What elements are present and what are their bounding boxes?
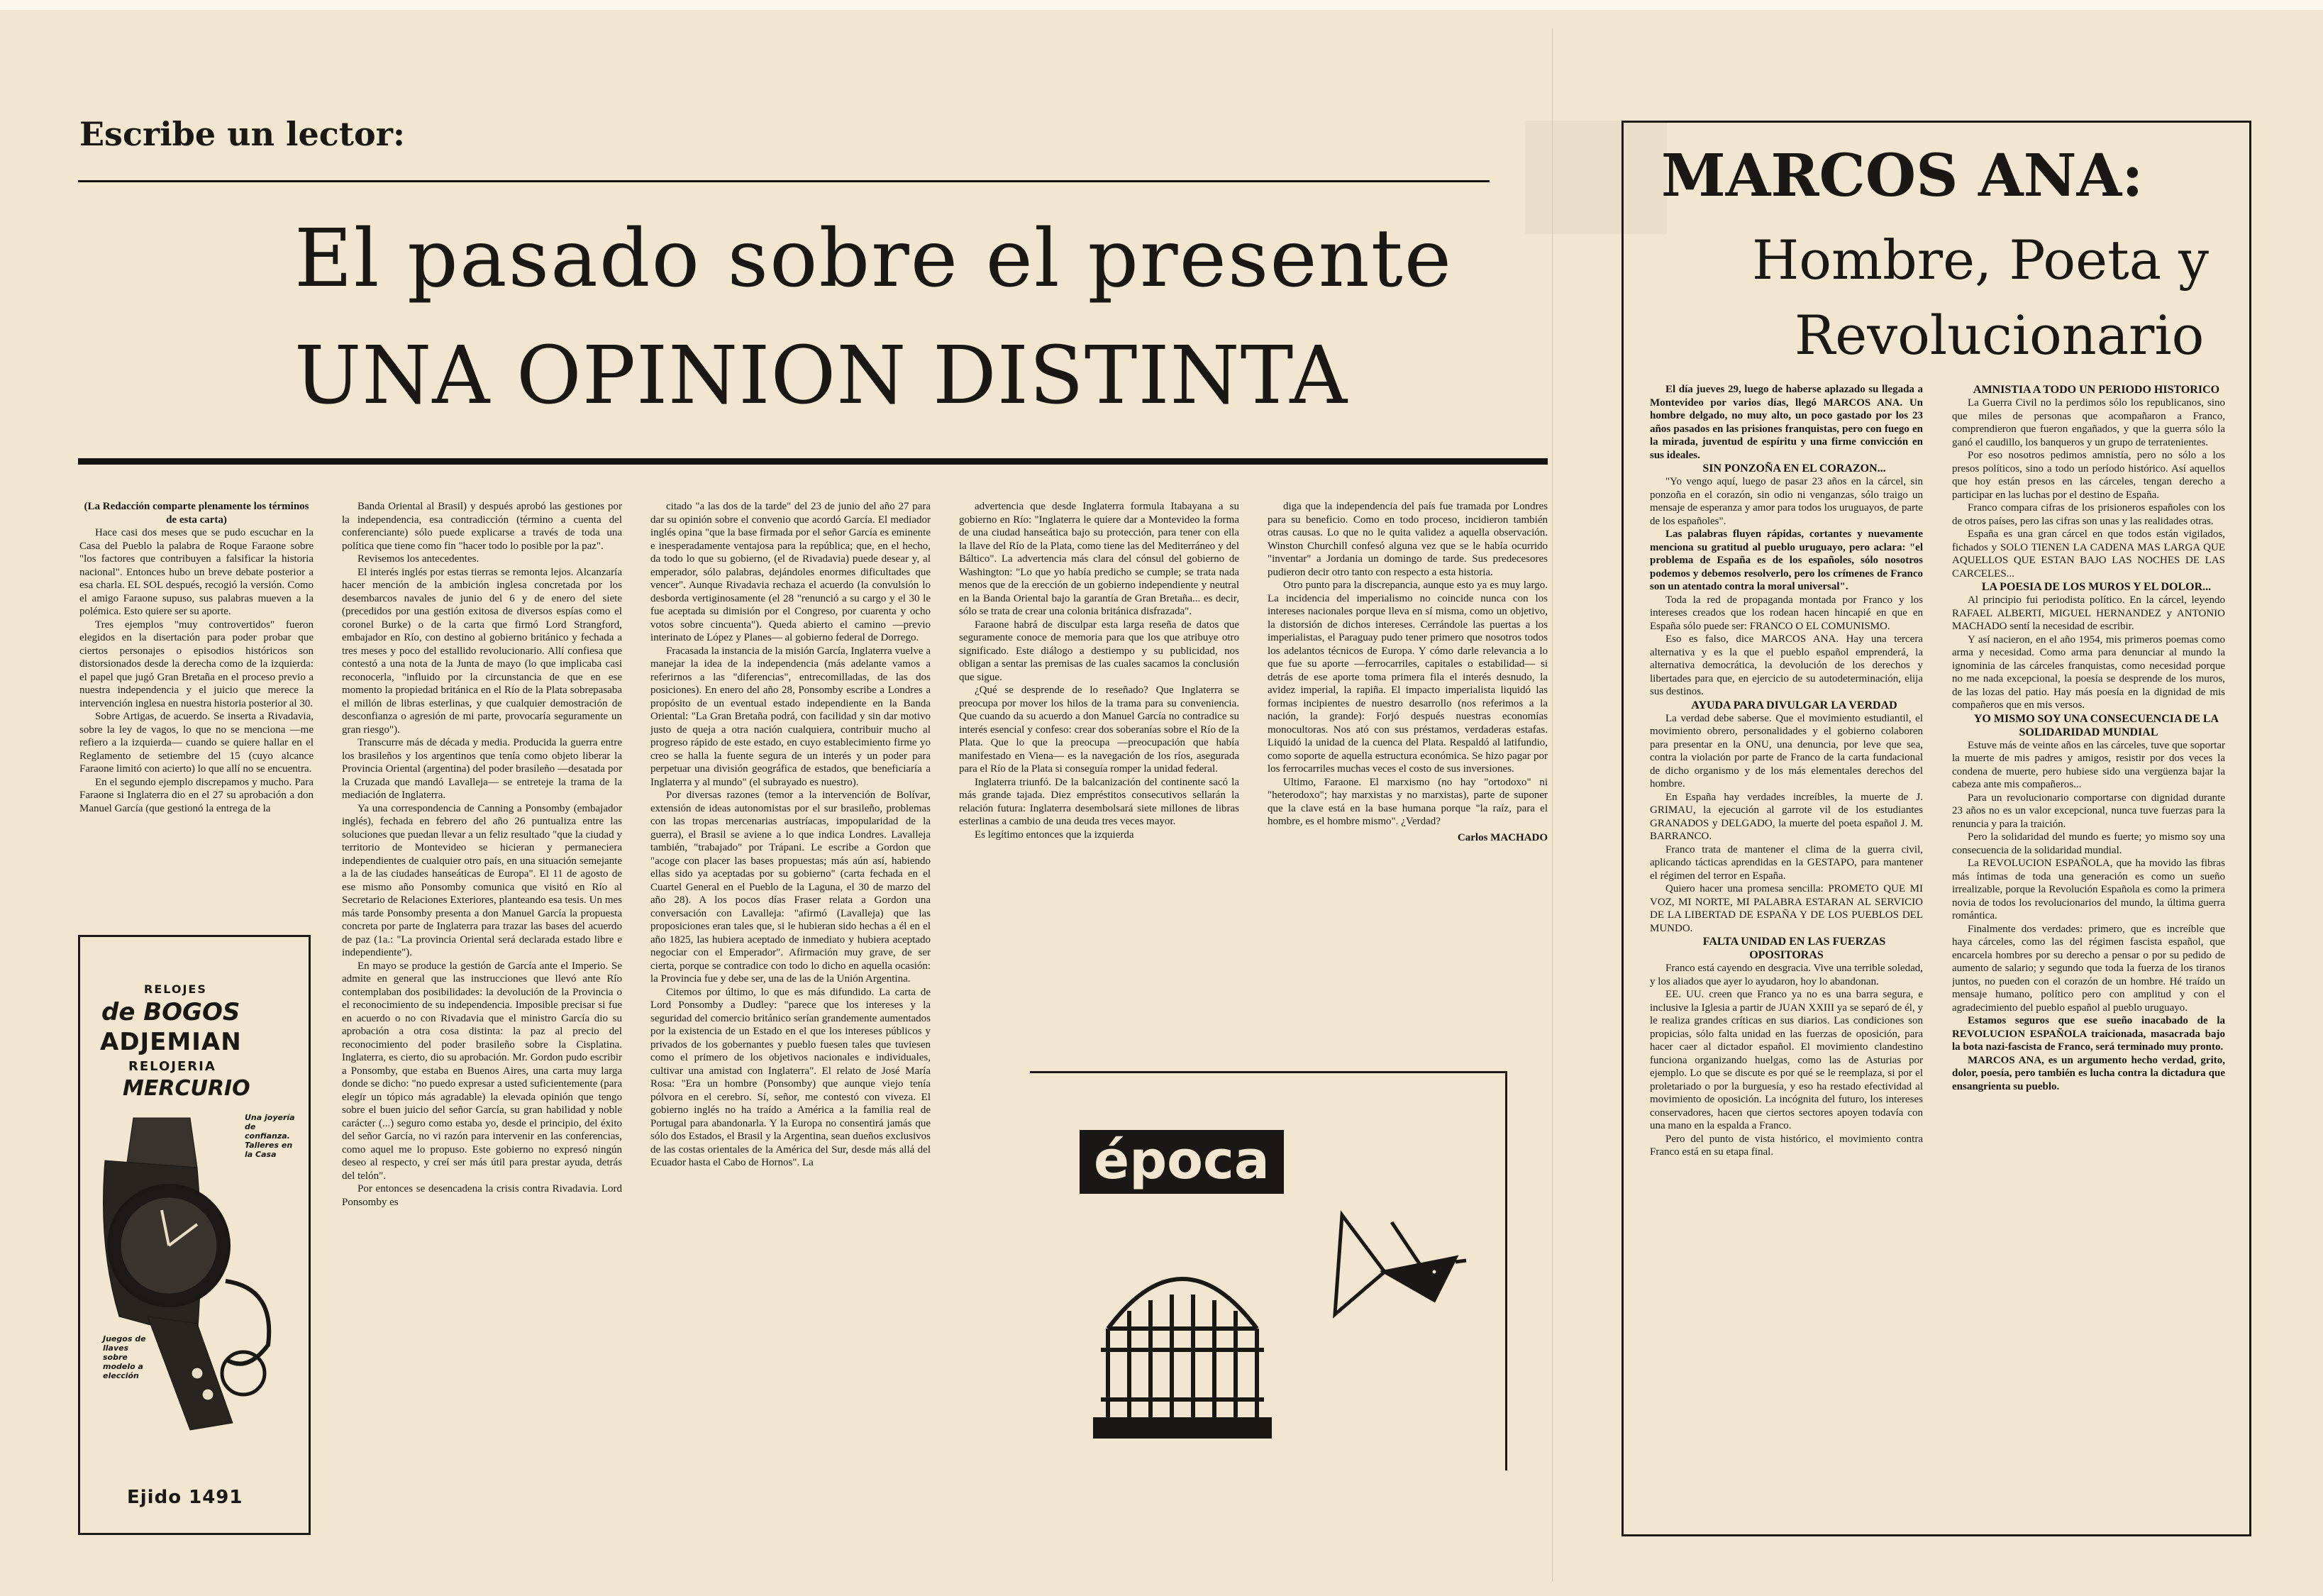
- article-column-4: [959, 500, 1239, 1018]
- paragraph: Pero la solidaridad del mundo es fuerte; yo mismo soy una consecuencia de la solidaridad mundial.: [1952, 831, 2225, 856]
- paragraph: La Guerra Civil no la perdimos sólo los republicanos, sino que miles de personas que acompañaron a Franco, comprendieron que fueron engañados, y que la guerra sólo la ganó el caudillo, los banqueros y un grupo de terratenientes.: [1952, 397, 2225, 448]
- ad-relojes-line1: RELOJES: [144, 982, 207, 996]
- ad-relojes-line5: MERCURIO: [123, 1076, 250, 1101]
- paragraph: Faraone habrá de disculpar esta larga reseña de datos que seguramente conoce de memoria para que los que atribuye otro significado. Este diálogo a destiempo y su publicidad, nos obligan a sentar las premisas de las cuales sacamos la conclusión que sigue.: [959, 619, 1239, 683]
- bird-illustration: [1314, 1201, 1470, 1343]
- paragraph: EE. UU. creen que Franco ya no es una barra segura, e inclusive la Iglesia a partir de JUAN XXIII ya se separó de él, y le realiza grandes críticas en sus diarios. Las condiciones son propicias, sólo falta unidad en las fuerzas de oposición, para hacer caer al dictador español. El movimiento clandestino funciona organizando huelgas, como las de Asturias por ejemplo. Lo que se discute es por qué se le reemplaza, si por el proletariado o por la burguesía, y eso ha restado efectividad al movimiento de oposición. La incógnita del futuro, los intereses conservadores, hacen que ciertos sectores apoyen todavía con una mano en la espalda a Franco.: [1650, 989, 1923, 1131]
- paragraph: En mayo se produce la gestión de García ante el Imperio. Se admite en general que las instrucciones que llevó ante Río contemplaban dos posibilidades: la devolución de la Provincia o el reconocimiento de su independencia. Imposible precisar si fue en acuerdo o no con Rivadavia que el ministro García dio su aprobación a otra cosa distinta: la paz al precio del reconocimiento del poder brasileño sobre la Cisplatina. Inglaterra, es cierto, dio su aprobación. Mr. Gordon pudo escribir a Ponsomby, que estaba en Buenos Aires, una carta muy larga donde se dicho: "no puedo expresar a usted suficientemente (para elegir un tópico más agradable) la elevada opinión que tengo sobre el buen juicio del señor García, su gran habilidad y noble carácter (...) seguro como estaba yo, desde el principio, del éxito del señor García, no vi razón para intervenir en las conferencias, como aquel me lo propuso. Este gobierno no expresó ningún deseo al respecto, y creí ser más útil para prestar ayuda, detrás del telón".: [342, 960, 622, 1182]
- paragraph: Pero del punto de vista histórico, el movimiento contra Franco está en su etapa final.: [1650, 1133, 1923, 1158]
- paragraph: Y así nacieron, en el año 1954, mis primeros poemas como arma y necesidad. Como arma para denunciar al mundo la ignominia de las cárceles franquistas, como necesidad porque no me nada excepcional, la poesía se desprende de los muros, de las lozas del patio. Hay más poesía en la dignidad de mis compañeros que en mis versos.: [1952, 633, 2225, 711]
- paragraph: Inglaterra triunfó. De la balcanización del continente sacó la más grande tajada. Diez empréstitos consecutivos sellarán la relación futura: Inglaterra desembolsará siete millones de libras esterlinas a cambio de una deuda tres veces mayor.: [959, 776, 1239, 827]
- section-heading: SIN PONZOÑA EN EL CORAZON...: [1702, 462, 1886, 475]
- paragraph: Quiero hacer una promesa sencilla: PROMETO QUE MI VOZ, MI NORTE, MI PALABRA ESTARAN AL SERVICIO DE LA LIBERTAD DE ESPAÑA Y DE LOS PUEBLOS DEL MUNDO.: [1650, 883, 1923, 934]
- ad-epoca-brand: época: [1094, 1130, 1270, 1191]
- paragraph: Fracasada la instancia de la misión García, Inglaterra vuelve a manejar la idea de la independencia (más adelante vamos a referirnos a las "diferencias", entrecomilladas, de las dos posiciones). En enero del año 28, Ponsomby escribe a Londres a propósito de un eventual estado independiente en la Banda Oriental: "La Gran Bretaña podrá, con facilidad y sin dar motivo justo de queja a otra nación cualquiera, contribuir mucho al progreso rápido de este estado, en cuyo establecimiento firme yo creo se halla la fuente segura de un interés y un poder para perpetuar una división geográfica de estados, que beneficiaría a Inglaterra y al mundo" (el subrayado es nuestro).: [650, 645, 931, 788]
- article-column-1: [79, 500, 314, 926]
- paragraph: España es una gran cárcel en que todos están vigilados, fichados y SOLO TIENEN LA CADENA MAS LARGA QUE AQUELLOS QUE ESTAN BAJO LAS NOCHES DE LAS CARCELES...: [1952, 528, 2225, 580]
- article-signature: Carlos MACHADO: [1457, 831, 1548, 843]
- section-heading: AYUDA PARA DIVULGAR LA VERDAD: [1691, 699, 1897, 711]
- headline-rule: [78, 458, 1548, 465]
- kicker: Escribe un lector:: [79, 115, 405, 153]
- page-top-edge: [0, 0, 2323, 10]
- editor-note: (La Redacción comparte plenamente los términos de esta carta): [84, 501, 309, 526]
- paragraph: Otro punto para la discrepancia, aunque esto ya es muy largo. La incidencia del imperialismo no coincide nunca con los intereses nacionales porque lleva en sí misma, como un objetivo, la distorsión de dichos intereses. Cerrándole las puertas a los imperialistas, el Paraguay pudo tener primero que nosotros todos los adelantos técnicos de Europa. Y cómo darle relevancia a lo que fue su aporte —ferrocarriles, capitales o estabilidad— si detrás de ese aporte toma primera fila el interés desnudo, la avidez imperial, la rapiña. El impacto imperialista liquidó las formas incipientes de nuestro desarrollo (nos referimos a la nación, la grande): Forjó después nuestras economías monocultoras. Nos ató con sus préstamos, verdaderas estafas. Liquidó la unidad de la cuenca del Plata. Respaldó al latifundio, como soporte de aquella estructura económica. Se hizo pagar por los ferrocarriles muchas veces el costo de sus inversiones.: [1268, 580, 1548, 775]
- paragraph: Por entonces se desencadena la crisis contra Rivadavia. Lord Ponsomby es: [342, 1183, 622, 1208]
- paragraph: Es legítimo entonces que la izquierda: [975, 829, 1134, 841]
- closing-paragraph: MARCOS ANA, es un argumento hecho verdad, grito, dolor, poesía, pero también es lucha contra la dictadura que ensangrienta su pueblo.: [1952, 1054, 2225, 1092]
- paragraph: En España hay verdades increíbles, la muerte de J. GRIMAU, la ejecución al garrote vil de los estudiantes GRANADOS y DELGADO, la muerte del poeta español J. M. BARRANCO.: [1650, 791, 1923, 842]
- paragraph: Revisemos los antecedentes.: [357, 553, 479, 565]
- paragraph: Hace casi dos meses que se pudo escuchar en la Casa del Pueblo la palabra de Roque Faraone sobre "los factores que contribuyen a falsificar la historia nacional". Entonces hubo un breve debate posterior a esa charla. EL SOL después, recogió la versión. Como el amigo Faraone supuso, sus palabras mueven a la polémica. Esto quiere ser su aporte.: [79, 527, 314, 617]
- feature-subtitle-line1: Hombre, Poeta y: [1752, 228, 2210, 292]
- article-column-2: [342, 500, 622, 1564]
- paragraph: Tres ejemplos "muy controvertidos" fueron elegidos en la disertación para poder probar que ciertos personajes o episodios históricos son distorsionados desde la derecha como de la izquierda: el papel que jugó Gran Bretaña en el proceso previo a nuestra independencia y el juicio que merece la intervención inglesa en nuestra historia posterior al 30.: [79, 619, 314, 709]
- wristwatch-illustration: [91, 1104, 296, 1437]
- paragraph: Banda Oriental al Brasil) y después aprobó las gestiones por la independencia, esa contradicción (término a cuenta del conferenciante) sólo puede explicarse a través de toda una política que tiene como fin "hacer todo lo posible por la paz".: [342, 501, 622, 552]
- paragraph: citado "a las dos de la tarde" del 23 de junio del año 27 para dar su opinión sobre el convenio que acordó García. El mediador inglés opina "que la base firmada por el señor García es eminente e inesperadamente ventajosa para la república; que, en el hecho, da todo lo que su gobierno, (el de Rivadavia) puede desear y, al emperador, sólo palabras, dejándoles enormes dificultades que vencer". Aunque Rivadavia rechaza el acuerdo (la convulsión lo desborda vertiginosamente (el 28 "renunció a su cargo y el 30 le fue aceptada su dimisión por el Congreso, por cuarenta y ocho votos sobre cincuenta"). Queda abierto el camino —previo interinato de López y Planes— al gobierno federal de Dorrego.: [650, 501, 931, 643]
- feature-column-a: [1650, 383, 1923, 1525]
- paragraph: Por diversas razones (temor a la intervención de Bolívar, extensión de ideas autonomistas por el sur brasileño, problemas con las tropas mercenarias austríacas, impopularidad de la guerra), el Brasil se aviene a lo que indica Londres. Lavalleja también, "trabajado" por Trápani. Le escribe a Gordon que "acoge con placer las bases propuestas; más aún así, habiendo ellas sido ya aceptadas por su gobierno" (carta fechada en el Cuartel General en el Pueblo de la Laguna, el 30 de marzo del año 28). A los pocos días Fraser relata a Gordon una conversación con Lavalleja: "afirmó (Lavalleja) que las proposiciones eran tales que, si le hubieran sido hechas a él en el año 1825, las hubiera aceptado de inmediato y hubiera aceptado negociar con el Emperador". Afirmación muy grave, de ser cierta, porque se contradice con todo lo dicho en aquella ocasión: la Provincia fue y debe ser, una de las de la Unión Argentina.: [650, 789, 931, 985]
- paragraph: Franco compara cifras de los prisioneros españoles con los de otros países, pero las cifras son unas y las realidades otras.: [1952, 502, 2225, 527]
- page-gutter-line: [1552, 28, 1553, 1582]
- paragraph: Estuve más de veinte años en las cárceles, tuve que soportar la muerte de mis padres y amigos, resistir por dos veces la condena de muerte, pero hubiese sido una vergüenza bajar la cabeza ante mis compañeros...: [1952, 739, 2225, 790]
- paragraph: El interés inglés por estas tierras se remonta lejos. Alcanzaría hacer mención de la ambición inglesa concretada por los desembarcos navales de junio del 6 y de enero del siete (precedidos por una gestión exitosa de diversos espías como el coronel Burke) o de la carta que firmó Lord Strangford, embajador en Río, con destino al gobierno británico y fechada a tres meses y poco del estallido revolucionario. Allí confiesa que contestó a una nota de la Junta de mayo (lo que implicaba casi reconocerla, "influido por la circunstancia de que en ese momento la propiedad británica en el Río de la Plata sobrepasaba el millón de libras esterlinas, y que cualquier demostración de desconfianza o agresión de mi parte, provocaría seguramente un gran riesgo").: [342, 566, 622, 736]
- paragraph: Finalmente dos verdades: primero, que es increíble que haya cárceles, como las del régimen fascista español, que encarcela hombres por su derecho a pensar o por su pedido de aumento de salario; y segundo que toda la fuerza de los tiranos juntos, no pueden con el corazón de un hombre. Hé traído un mensaje humano, político pero con amplitud y con el agradecimiento del pueblo español al pueblo uruguayo.: [1952, 923, 2225, 1014]
- kicker-rule: [78, 180, 1490, 182]
- ad-relojes-address: Ejido 1491: [127, 1487, 243, 1508]
- paragraph: Toda la red de propaganda montada por Franco y los intereses creados que los rodean hacen hincapié en que en España sólo puede ser: FRANCO O EL COMUNISMO.: [1650, 594, 1923, 632]
- paragraph: Ya una correspondencia de Canning a Ponsomby (embajador inglés), fechada en febrero del año 26 puntualiza entre las soluciones que puedan llevar a un feliz resultado "que la ciudad y territorio de Montevideo se hicieran y permaneciera independientes de cualquier otro país, en una situación semejante a la de las ciudades hanseáticas de Europa". El 11 de agosto de ese mismo año Ponsomby comunica que visitó en Río al Secretario de Relaciones Exteriores, planteando esa tesis. Un mes más tarde Ponsomby presenta a don Manuel García la propuesta concreta por parte de Inglaterra para trazar las bases del acuerdo de paz (1a.: "La provincia Oriental será declarada estado libre e independiente").: [342, 802, 622, 958]
- feature-title: MARCOS ANA:: [1661, 142, 2144, 210]
- paragraph: Las palabras fluyen rápidas, cortantes y nuevamente menciona su gratitud al pueblo uruguayo, pero aclara: "el problema de España es de los españoles, sólo nosotros podemos y debemos resolverlo, pero los crímenes de Franco son un atentado contra la moral universal".: [1650, 528, 1923, 592]
- feature-subtitle-line2: Revolucionario: [1795, 304, 2205, 367]
- paragraph: En el segundo ejemplo discrepamos y mucho. Para Faraone si Inglaterra dio en el 27 su aprobación a don Manuel García (que gestionó la entrega de la: [79, 776, 314, 814]
- paragraph: advertencia que desde Inglaterra formula Itabayana a su gobierno en Río: "Inglaterra le quiere dar a Montevideo la forma de una ciudad hanseática bajo su protección, para tener con ella la llave del Río de la Plata, como tiene las del Mediterráneo y del Báltico". La advertencia más clara del cónsul del gobierno de Washington: "Lo que yo había predicho se cumple; se trata nada menos que de la erección de un gobierno independiente y neutral en la Banda Oriental bajo la garantía de Gran Bretaña... es decir, sólo se trata de crear una colonia británica disfrazada".: [959, 501, 1239, 617]
- article-title: El pasado sobre el presente: [294, 213, 1453, 305]
- ad-epoca-frame: [1030, 1071, 1507, 1470]
- ad-relojes-slogan: Una joyería de confianza. Talleres en la Casa: [245, 1113, 295, 1159]
- paragraph: Al principio fui periodista político. En la cárcel, leyendo RAFAEL ALBERTI, MIGUEL HERNANDEZ y ANTONIO MACHADO sentí la necesidad de escribir.: [1952, 594, 2225, 632]
- paragraph: Eso es falso, dice MARCOS ANA. Hay una tercera alternativa y es la que el pueblo español emprenderá, la alternativa democrática, la devolución de los derechos y libertades para que, en ejercicio de su autodeterminación, elija sus destinos.: [1650, 633, 1923, 697]
- paragraph: Ultimo, Faraone. El marxismo (no hay "ortodoxo" ni "heterodoxo"; hay marxistas y no marxistas), parte de suponer que la clave está en la base humana porque "la raíz, para el hombre, es el hombre mismo". ¿Verdad?: [1268, 776, 1548, 827]
- paragraph: Franco está cayendo en desgracia. Vive una terrible soledad, y los aliados que ayer lo ayudaron, hoy lo abandonan.: [1650, 963, 1923, 987]
- ad-relojes-box: [78, 935, 311, 1535]
- paragraph: diga que la independencia del país fue tramada por Londres para su beneficio. Como en todo proceso, incidieron también otras causas. Lo que no le quita validez a aquella observación. Winston Churchill confesó alguna vez que se le había ocurrido "inventar" a Jordania un domingo de tarde. Sus predecesores pudieron decir otro tanto con respecto a esta historia.: [1268, 501, 1548, 578]
- paragraph: La verdad debe saberse. Que el movimiento estudiantil, el movimiento obrero, personalidades y el gobierno colaboren para presentar en la ONU, una denuncia, por leve que sea, contra la violación por parte de Franco de la carta fundacional de dicho organismo y de los más elementales derechos del hombre.: [1650, 712, 1923, 789]
- paragraph: Sobre Artigas, de acuerdo. Se inserta a Rivadavia, sobre la ley de vagos, lo que no se menciona —me refiero a la izquierda— cuando se quiere hallar en el Reglamento de setiembre del 15 (cuyo alcance Faraone limitó con acierto) lo que allí no se encuentra.: [79, 711, 314, 775]
- ad-relojes-line3: ADJEMIAN: [100, 1028, 242, 1056]
- lead-paragraph: El día jueves 29, luego de haberse aplazado su llegada a Montevideo por varios días, llegó MARCOS ANA. Un hombre delgado, no muy alto, un poco gastado por los 23 años pasados en las prisiones franquistas, pero con fuego en la mirada, juventud de espíritu y una firme convicción en sus ideales.: [1650, 384, 1923, 461]
- paragraph: La REVOLUCION ESPAÑOLA, que ha movido las fibras más íntimas de toda una generación es como un sueño irrealizable, porque la Revolución Española es como la primera novia de todos los revolucionarios del mundo, la última guerra romántica.: [1952, 858, 2225, 921]
- ad-relojes-line2: de BOGOS: [101, 998, 240, 1026]
- paragraph: Por eso nosotros pedimos amnistía, pero no sólo a los presos políticos, sino a todo un período histórico. Así aquellos que hoy están presos en las cárceles, tengan derecho a participar en las luchas por el destino de España.: [1952, 450, 2225, 501]
- paragraph: ¿Qué se desprende de lo reseñado? Que Inglaterra se preocupa por mover los hilos de la trama para su conveniencia. Que cuando da su acuerdo a don Manuel García no contradice su interés esencial y confeso: crear dos soberanías sobre el Río de la Plata. Que lo que la preocupa —preocupación que había manifestado en Viena— es la navegación de los ríos, asegurada para el Río de la Plata si conseguía romper la unidad federal.: [959, 685, 1239, 775]
- ad-epoca-logo: [1080, 1130, 1284, 1194]
- article-headline: UNA OPINION DISTINTA: [294, 330, 1348, 422]
- section-heading: LA POESIA DE LOS MUROS Y EL DOLOR...: [1981, 581, 2212, 593]
- paragraph: "Yo vengo aquí, luego de pasar 23 años en la cárcel, sin ponzoña en el corazón, sin odio ni venganzas, sólo traigo un mensaje de esperanza y amor para todos los uruguayos, de parte de los españoles".: [1650, 476, 1923, 527]
- paragraph: Estamos seguros que ese sueño inacabado de la REVOLUCION ESPAÑOLA traicionada, masacrada bajo la bota nazi-fascista de Franco, será terminado muy pronto.: [1952, 1015, 2225, 1053]
- birdcage-illustration: [1087, 1236, 1278, 1442]
- ad-relojes-line4: RELOJERIA: [128, 1059, 216, 1074]
- paragraph: Para un revolucionario comportarse con dignidad durante 23 años no es un valor excepcional, nunca tuve fuerzas para la renuncia y para la traición.: [1952, 792, 2225, 830]
- section-heading: AMNISTIA A TODO UN PERIODO HISTORICO: [1973, 384, 2220, 396]
- paragraph: Transcurre más de década y media. Producida la guerra entre los brasileños y los argentinos que tenía como objeto liberar la Provincia Oriental (argentina) del poder brasileño —desatada por la Cruzada que mandó Lavalleja— se entreteje la trama de la mediación de Inglaterra.: [342, 737, 622, 801]
- section-heading: YO MISMO SOY UNA CONSECUENCIA DE LA SOLIDARIDAD MUNDIAL: [1973, 712, 2219, 738]
- paragraph: Franco trata de mantener el clima de la guerra civil, aplicando tácticas aprendidas en la GESTAPO, para mantener el régimen del terror en España.: [1650, 843, 1923, 882]
- feature-column-b: [1952, 383, 2225, 1525]
- section-heading: FALTA UNIDAD EN LAS FUERZAS OPOSITORAS: [1702, 936, 1886, 961]
- ad-relojes-side: Juegos de llaves sobre modelo a elección: [103, 1334, 146, 1380]
- article-column-5: [1268, 500, 1548, 1011]
- paragraph: Citemos por último, lo que es más difundido. La carta de Lord Ponsomby a Dudley: "parece que los intereses y la seguridad del comercio británico serían grandemente aumentados por la existencia de un Estado en el que los intereses públicos y privados de los gobernantes y pueblo fuesen tales que tuviesen como el primero de los objetivos nacionales e individuales, cultivar una amistad con Inglaterra". El relato de José María Rosa: "Era un hombre (Ponsomby) que aunque viejo tenía pólvora en el cerebro. Sí, señor, me contestó con viveza. El gobierno inglés no ha traído a América a la familia real de Portugal para abandonarla. Y la Europa no consentirá jamás que sólo dos Estados, el Brasil y la Argentina, sean dueños exclusivos de las costas orientales de la América del Sur, desde más allá del Ecuador hasta el Cabo de Hornos". La: [650, 986, 931, 1168]
- article-column-3: [650, 500, 931, 1564]
